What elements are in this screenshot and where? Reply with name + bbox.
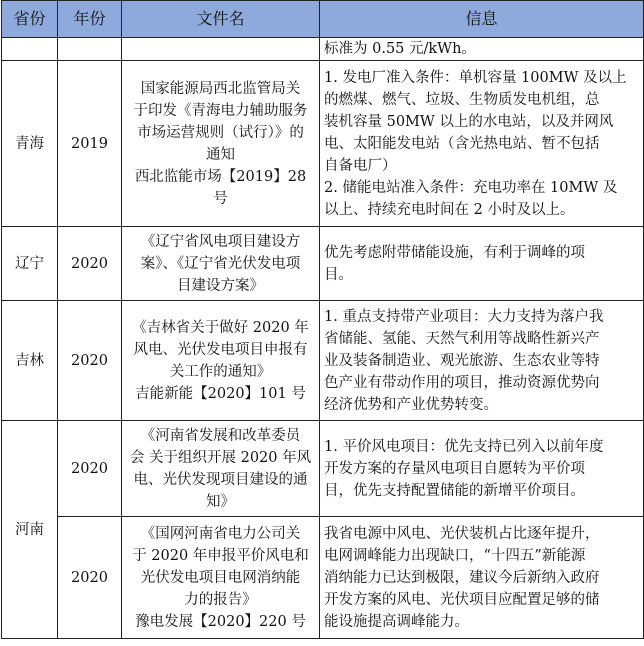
text-line: 2. 储能电站准入条件：充电功率在 10MW 及: [324, 179, 618, 196]
text-line: 《河南省发展和改革委员: [140, 427, 301, 444]
text-line: 于 2020 年申报平价风电和: [132, 547, 309, 564]
table-row: [2, 227, 644, 301]
text-line: 自备电厂）: [324, 157, 397, 174]
cell-year: 2020: [58, 421, 122, 517]
cell-info: [320, 301, 644, 421]
text-line: 目。: [324, 266, 353, 283]
text-line: 吉能新能【2020】101 号: [135, 385, 306, 402]
text-line: 省储能、氢能、天然气利用等战略性新兴产: [324, 330, 600, 347]
table-row: [2, 38, 644, 61]
text-line: 1. 发电厂准入条件：单机容量 100MW 及以上: [324, 69, 627, 86]
table-row: [2, 301, 644, 421]
text-line: 豫电发展【2020】220 号: [135, 613, 306, 630]
text-line: 风电、光伏发电项目申报有: [133, 341, 308, 358]
header-row: [2, 1, 644, 38]
cell-info: [320, 61, 644, 227]
text-line: 开发方案的风电、光伏项目应配置足够的储: [324, 591, 600, 608]
cell-province: 辽宁: [2, 227, 58, 301]
cell-year: 2020: [58, 517, 122, 639]
table-row: [2, 517, 644, 639]
header-year: 年份: [58, 1, 122, 38]
cell-file: [122, 517, 320, 639]
cell-file: [122, 61, 320, 227]
cell-province: 河南: [2, 421, 58, 639]
text-line: 电、光伏发现项目建设的通: [133, 471, 308, 488]
header-filename: 文件名: [122, 1, 320, 38]
text-line: 能设施提高调峰能力。: [324, 613, 469, 630]
text-line: 《吉林省关于做好 2020 年: [132, 319, 309, 336]
cell-info: 标准为 0.55 元/kWh。: [320, 38, 644, 61]
cell-info: [320, 227, 644, 301]
text-line: 业及装备制造业、观光旅游、生态农业等特: [324, 352, 600, 369]
text-line: 1. 重点支持带产业项目：大力支持为落户我: [324, 308, 604, 325]
text-line: 色产业有带动作用的项目，推动资源优势向: [324, 374, 600, 391]
text-line: 《辽宁省风电项目建设方: [140, 233, 301, 250]
cell-year: 2020: [58, 301, 122, 421]
text-line: 电、太阳能发电站（含光热电站、暂不包括: [324, 135, 600, 152]
text-line: 目，优先支持配置储能的新增平价项目。: [324, 482, 585, 499]
text-line: 光伏发电项目电网消纳能: [140, 569, 301, 586]
text-line: 目建设方案》: [177, 277, 264, 294]
policy-table: [1, 0, 644, 639]
text-line: 的燃煤、燃气、垃圾、生物质发电机组，总: [324, 91, 600, 108]
text-line: 案》、《辽宁省光伏发电项: [140, 255, 301, 272]
text-line: 《国网河南省电力公司关: [140, 525, 301, 542]
text-line: 装机容量 50MW 以上的水电站，以及并网风: [324, 113, 614, 130]
table-row: [2, 61, 644, 227]
text-line: 力的报告》: [184, 591, 257, 608]
text-line: 于印发《青海电力辅助服务: [133, 102, 308, 119]
text-line: 会 关于组织开展 2020 年风: [129, 449, 312, 466]
cell-province: [2, 38, 58, 61]
text-line: 市场运营规则（试行）》的: [137, 124, 304, 141]
text-line: 优先考虑附带储能设施，有利于调峰的项: [324, 244, 585, 261]
header-province: 省份: [2, 1, 58, 38]
header-info: 信息: [320, 1, 644, 38]
cell-info: [320, 421, 644, 517]
cell-file: [122, 38, 320, 61]
text-line: 关工作的通知》: [169, 363, 272, 380]
text-line: 通知: [206, 146, 235, 163]
cell-year: 2019: [58, 61, 122, 227]
text-line: 电网调峰能力出现缺口，“十四五”新能源: [324, 547, 586, 564]
text-line: 消纳能力已达到极限，建议今后新纳入政府: [324, 569, 600, 586]
cell-province: 吉林: [2, 301, 58, 421]
text-line: 国家能源局西北监管局关: [140, 80, 301, 97]
text-line: 我省电源中风电、光伏装机占比逐年提升，: [324, 525, 600, 542]
cell-year: [58, 38, 122, 61]
text-line: 1. 平价风电项目：优先支持已列入以前年度: [324, 438, 604, 455]
table-row: [2, 421, 644, 517]
cell-province: 青海: [2, 61, 58, 227]
cell-file: [122, 227, 320, 301]
cell-year: 2020: [58, 227, 122, 301]
text-line: 西北监能市场【2019】28 号: [134, 168, 307, 207]
text-line: 开发方案的存量风电项目自愿转为平价项: [324, 460, 585, 477]
cell-file: [122, 301, 320, 421]
cell-file: [122, 421, 320, 517]
text-line: 以上、持续充电时间在 2 小时及以上。: [324, 201, 575, 218]
text-line: 知》: [206, 493, 235, 510]
text-line: 经济优势和产业优势转变。: [324, 396, 498, 413]
cell-info: [320, 517, 644, 639]
